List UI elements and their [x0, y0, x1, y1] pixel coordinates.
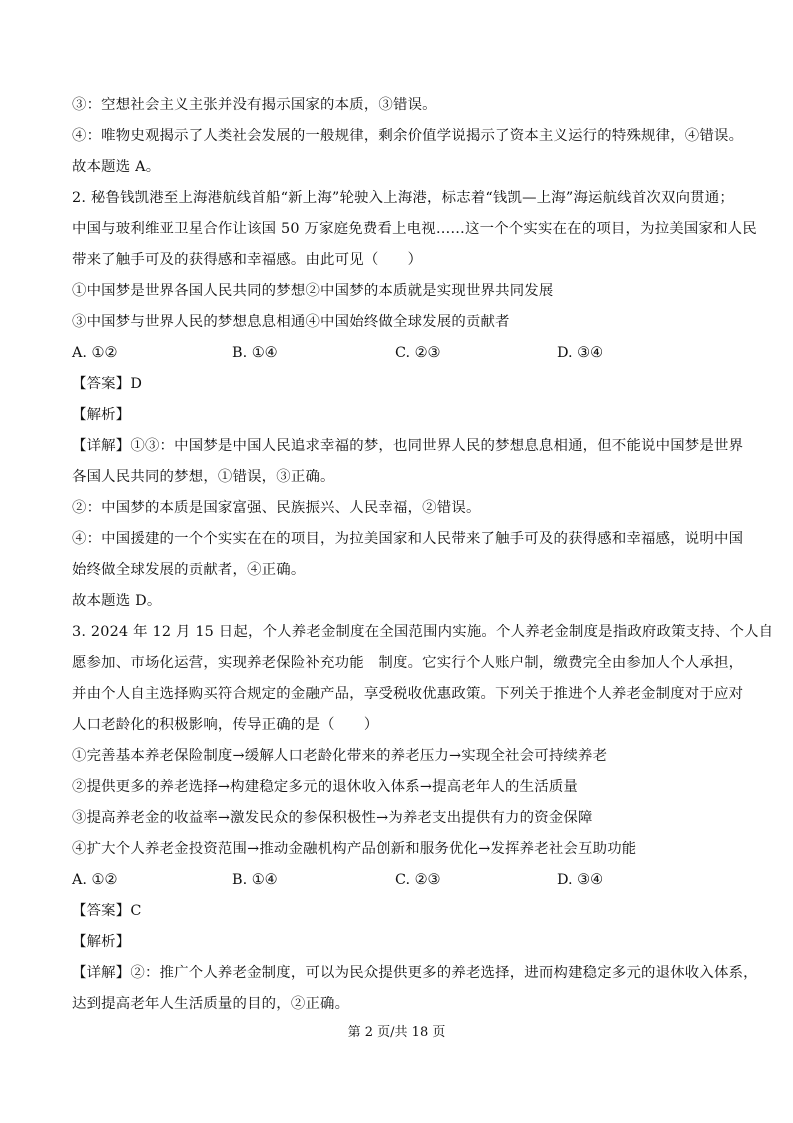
text-line: ④：唯物史观揭示了人类社会发展的一般规律，剩余价值学说揭示了资本主义运行的特殊规律，④错误。: [72, 128, 744, 144]
explanation-line: 达到提高老年人生活质量的目的，②正确。: [72, 996, 350, 1012]
explanation-line: 【详解】②：推广个人养老金制度，可以为民众提供更多的养老选择，进而构建稳定多元的退休收入体系，: [72, 965, 758, 981]
text-line: ③：空想社会主义主张并没有揭示国家的本质，③错误。: [72, 97, 437, 113]
explanation-line: 各国人民共同的梦想，①错误，③正确。: [72, 469, 335, 485]
explanation-line: ②：中国梦的本质是国家富强、民族振兴、人民幸福，②错误。: [72, 500, 481, 516]
explanation-line: ④：中国援建的一个个实实在在的项目，为拉美国家和人民带来了触手可及的获得感和幸福感，说明中国: [72, 531, 744, 547]
question-3-stem: 愿参加、市场化运营，实现养老保险补充功能 制度。它实行个人账户制，缴费完全由参加人个人承担，: [72, 655, 744, 671]
question-2-option-a: A. ①②: [72, 345, 118, 361]
question-3-statement: ③提高养老金的收益率→激发民众的参保积极性→为养老支出提供有力的资金保障: [72, 810, 593, 826]
question-3-option-c: C. ②③: [395, 872, 441, 888]
question-3-statement: ②提供更多的养老选择→构建稳定多元的退休收入体系→提高老年人的生活质量: [72, 779, 579, 795]
question-2-option-d: D. ③④: [557, 345, 603, 361]
analysis-label: 【解析】: [72, 934, 131, 950]
text-line: 故本题选 D。: [72, 593, 162, 609]
question-3-stem: 3. 2024 年 12 月 15 日起，个人养老金制度在全国范围内实施。个人养老金制度是指政府政策支持、个人自: [72, 624, 774, 640]
question-2-option-b: B. ①④: [232, 345, 278, 361]
question-2-stem: 2. 秘鲁钱凯港至上海港航线首船“新上海”轮驶入上海港，标志着“钱凯—上海”海运航线首次双向贯通；: [72, 190, 734, 206]
answer-label: 【答案】C: [72, 903, 142, 919]
question-2-option-c: C. ②③: [395, 345, 441, 361]
explanation-line: 始终做全球发展的贡献者，④正确。: [72, 562, 306, 578]
page-number-footer: 第 2 页/共 18 页: [347, 1025, 446, 1040]
question-3-option-b: B. ①④: [232, 872, 278, 888]
question-3-option-a: A. ①②: [72, 872, 118, 888]
question-2-stem: 中国与玻利维亚卫星合作让该国 50 万家庭免费看上电视……这一个个实实在在的项目，为拉美国家和人民: [72, 221, 757, 237]
question-3-statement: ①完善基本养老保险制度→缓解人口老龄化带来的养老压力→实现全社会可持续养老: [72, 748, 608, 764]
question-3-stem: 并由个人自主选择购买符合规定的金融产品，享受税收优惠政策。下列关于推进个人养老金制度对于应对: [72, 686, 744, 702]
text-line: 故本题选 A。: [72, 159, 161, 175]
question-3-statement: ④扩大个人养老金投资范围→推动金融机构产品创新和服务优化→发挥养老社会互助功能: [72, 841, 637, 857]
answer-label: 【答案】D: [72, 376, 143, 392]
question-3-stem: 人口老龄化的积极影响，传导正确的是（ ）: [72, 717, 379, 733]
question-3-option-d: D. ③④: [557, 872, 603, 888]
question-2-stem: 带来了触手可及的获得感和幸福感。由此可见（ ）: [72, 252, 423, 268]
question-2-statement: ③中国梦与世界人民的梦想息息相通④中国始终做全球发展的贡献者: [72, 314, 510, 330]
explanation-line: 【详解】①③：中国梦是中国人民追求幸福的梦，也同世界人民的梦想息息相通，但不能说中国梦是世界: [72, 438, 744, 454]
question-2-statement: ①中国梦是世界各国人民共同的梦想②中国梦的本质就是实现世界共同发展: [72, 283, 554, 299]
analysis-label: 【解析】: [72, 407, 131, 423]
